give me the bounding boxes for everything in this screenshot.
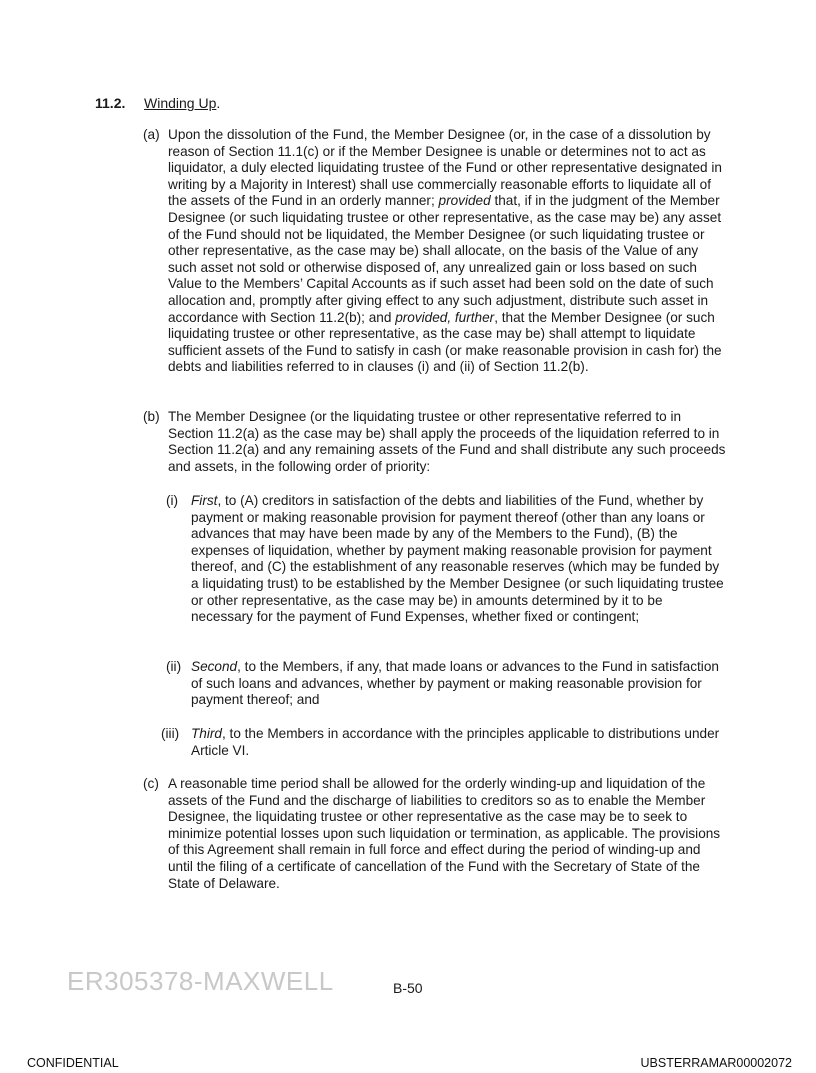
subparagraph-label: (ii) (166, 659, 182, 674)
paragraph-text: , to the Members, if any, that made loans or advances to the Fund in satisfaction of such loans and advances, whether by payment or making reasonable provision for payment thereof; and (191, 659, 719, 708)
section-title-suffix: . (216, 95, 221, 111)
paragraph-text: , to (A) creditors in satisfaction of the debts and liabilities of the Fund, whether by payment or making reasonable provision for payment thereof (other than any loans or advances that may have been made by any of the Members to the Fund), (B) the expenses of liquidation, whether by payment making reasonable provision for payment thereof, and (C) the establishment of any reasonable reserves (which may be funded by a liquidating trust) to be established by the Member Designee (or such liquidating trustee or other representative, as the case may be) in amounts determined by it to be necessary for the payment of Fund Expenses, whether fixed or contingent; (191, 493, 724, 625)
confidential-label: CONFIDENTIAL (27, 1056, 119, 1070)
paragraph-text: The Member Designee (or the liquidating trustee or other representative referred to in Section 11.2(a) as the case may be) shall apply the proceeds of the liquidation referred to in Section 11.2(a) and any remaining assets of the Fund and shall distribute any such proceeds and assets, in the following order of priority: (168, 409, 726, 474)
italic-term: Second (191, 659, 238, 674)
italic-term: Third (191, 726, 222, 741)
subparagraph-iii (161, 726, 728, 759)
page-number: B-50 (393, 980, 423, 996)
subparagraph-label: (i) (166, 493, 179, 508)
subparagraph-label: (iii) (161, 726, 180, 741)
paragraph-text: that, if in the judgment of the Member Designee (or such liquidating trustee or other representative, as the case may be) any asset of the Fund should not be liquidated, the Member Designee (or such liquidating trustee or other representative, as the case may be) shall allocate, on the basis of the Value of any such asset not sold or otherwise disposed of, any unrealized gain or loss based on such Value to the Members’ Capital Accounts as if such asset had been sold on the date of such allocation and, promptly after giving effect to any such adjustment, distribute such asset in accordance with Section 11.2(b); and (168, 193, 722, 325)
paragraph-text: , to the Members in accordance with the principles applicable to distributions under Article VI. (191, 726, 720, 758)
paragraph-label: (c) (143, 776, 159, 791)
subparagraph-i (166, 493, 728, 626)
section-number: 11.2. (95, 95, 126, 111)
exhibit-stamp: ER305378-MAXWELL (67, 966, 334, 996)
section-title: Winding Up (144, 95, 217, 111)
subparagraph-ii (166, 659, 728, 709)
paragraph-text: , that the Member Designee (or such liquidating trustee or other representative, as the case may be) shall attempt to liquidate sufficient assets of the Fund to satisfy in cash (or make reasonable provision in cash for) the debts and liabilities referred to in clauses (i) and (ii) of Section 11.2(b). (168, 309, 722, 375)
section-heading (95, 95, 220, 112)
italic-term: First (191, 493, 218, 508)
paragraph-label: (b) (143, 409, 160, 424)
paragraph-b (143, 409, 728, 475)
paragraph-a (143, 127, 728, 376)
italic-term: provided, further (395, 309, 495, 325)
italic-term: provided (438, 193, 491, 209)
paragraph-c (143, 776, 728, 892)
bates-number: UBSTERRAMAR00002072 (640, 1056, 792, 1070)
paragraph-label: (a) (143, 127, 160, 142)
paragraph-text: Upon the dissolution of the Fund, the Member Designee (or, in the case of a dissolution by reason of Section 11.1(c) or if the Member Designee is unable or determines not to act as liquidator, a duly elected liquidating trustee of the Fund or other representative designated in writing by a Majority in Interest) shall use commercially reasonable efforts to liquidate all of the assets of the Fund in an orderly manner; (168, 127, 722, 209)
paragraph-text: A reasonable time period shall be allowed for the orderly winding-up and liquidation of the assets of the Fund and the discharge of liabilities to creditors so as to enable the Member Designee, the liquidating trustee or other representative as the case may be to seek to minimize potential losses upon such liquidation or termination, as applicable. The provisions of this Agreement shall remain in full force and effect during the period of winding-up and until the filing of a certificate of cancellation of the Fund with the Secretary of State of the State of Delaware. (168, 776, 721, 891)
